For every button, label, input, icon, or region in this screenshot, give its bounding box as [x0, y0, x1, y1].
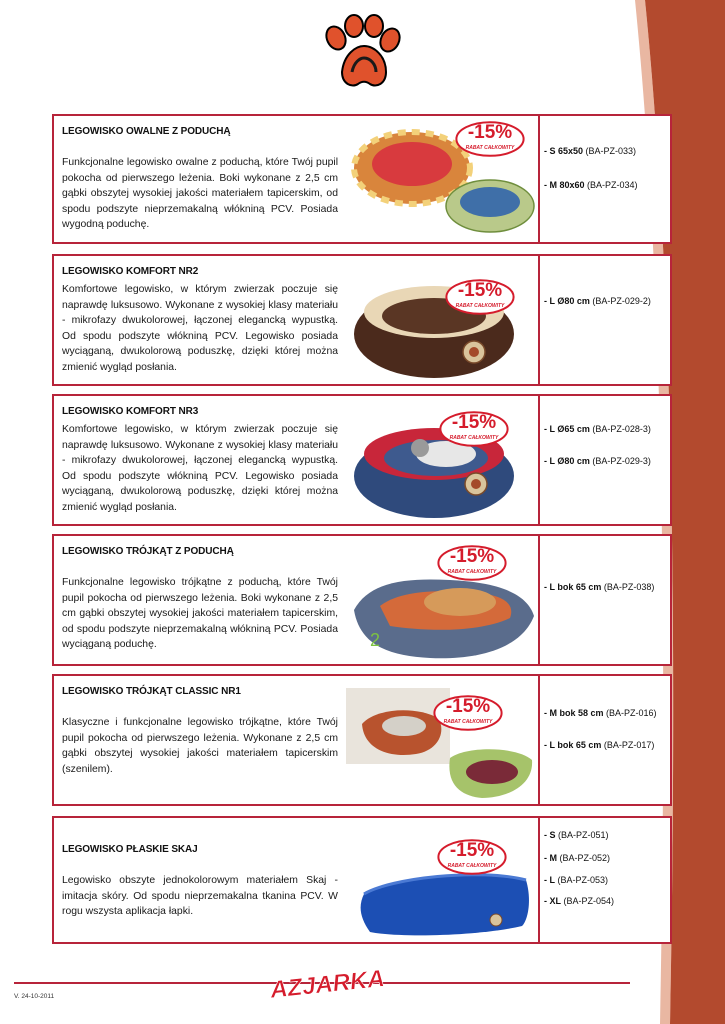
product-card-komfort-nr2: [52, 254, 672, 386]
product-card-classic-nr1: [52, 674, 672, 806]
paw-logo-icon: [322, 14, 402, 92]
product-description: Funkcjonalne legowisko trójkątne z poduchą, które Twój pupil pokocha od pierwszego leżenia. Boki wykonane z 2,5 cm gąbki obszytej wysokiej jakości materiałem tapicerskim, od spodu podszyte nieprzemakalną włókniną PCV. Posiada wyciąganą poduchę.: [62, 577, 338, 650]
product-title: LEGOWISKO PŁASKIE SKAJ: [62, 844, 198, 855]
product-card-plaskie-skaj: [52, 816, 672, 944]
svg-text:AZJARKA: AZJARKA: [268, 965, 386, 1004]
size-option: - L Ø65 cm (BA-PZ-028-3): [544, 424, 651, 434]
size-option: - M (BA-PZ-052): [544, 853, 611, 863]
product-description: Klasyczne i funkcjonalne legowisko trójkątne, które Twój pupil pokocha od pierwszego leżenia. Wykonane z 2,5 cm gąbki obszytej wysokiej jakości materiałem tapicerskim (szenilem).: [62, 717, 338, 775]
card-divider: [538, 536, 540, 664]
size-option: - XL (BA-PZ-054): [544, 896, 615, 906]
discount-percent: -15%: [445, 696, 491, 717]
product-title: LEGOWISKO TRÓJKĄT Z PODUCHĄ: [62, 546, 234, 557]
size-option: - L (BA-PZ-053): [544, 875, 609, 885]
discount-caption: RABAT CAŁKOWITY: [447, 569, 497, 575]
product-description: Komfortowe legowisko, w którym zwierzak poczuje się naprawdę luksusowo. Wykonane z wysokiej klasy materiału - mikrofazy dwukolorowej, łączonej elegancką wypustką. Od spodu podszyte włókniną PCV. Legowisko posiada wyciąganą, dwukolorową poduszkę, dzięki której można zmienić wygląd posłania.: [62, 284, 338, 373]
size-option: - L bok 65 cm (BA-PZ-038): [544, 582, 655, 592]
discount-caption: RABAT CAŁKOWITY: [449, 435, 499, 441]
discount-badge: [444, 276, 516, 318]
product-title: LEGOWISKO KOMFORT NR3: [62, 406, 199, 417]
size-option: - M bok 58 cm (BA-PZ-016): [544, 708, 657, 718]
size-option: - S (BA-PZ-051): [544, 830, 609, 840]
discount-caption: RABAT CAŁKOWITY: [447, 863, 497, 869]
discount-percent: -15%: [451, 412, 497, 433]
size-option: - L bok 65 cm (BA-PZ-017): [544, 740, 655, 750]
azjarka-logo: [268, 958, 386, 1004]
size-option: - M 80x60 (BA-PZ-034): [544, 180, 638, 190]
card-divider: [538, 676, 540, 804]
discount-badge: [436, 836, 508, 878]
size-option: - L Ø80 cm (BA-PZ-029-3): [544, 456, 651, 466]
discount-percent: -15%: [449, 840, 495, 861]
product-description: Legowisko obszyte jednokolorowym materiałem Skaj - imitacja skóry. Od spodu nieprzemakalna tkanina PCV. W rogu wszysta aplikacja łapki.: [62, 875, 338, 917]
discount-badge: [438, 408, 510, 450]
product-description: Funkcjonalne legowisko owalne z poduchą, które Twój pupil pokocha od pierwszego leżenia. Boki wykonane z 2,5 cm gąbki obszytej wysokiej jakości materiałem tapicerskim, od spodu podszyte nieprzemakalną włókniną PCV. Posiada wygodną poduchę.: [62, 157, 338, 230]
size-option: - S 65x50 (BA-PZ-033): [544, 146, 637, 156]
card-divider: [538, 396, 540, 524]
product-card-komfort-nr3: [52, 394, 672, 526]
card-divider: [538, 818, 540, 942]
svg-text:2: 2: [370, 630, 381, 650]
discount-caption: RABAT CAŁKOWITY: [465, 145, 515, 151]
discount-badge: [436, 542, 508, 584]
discount-percent: -15%: [457, 280, 503, 301]
discount-badge: [454, 118, 526, 160]
product-description: Komfortowe legowisko, w którym zwierzak poczuje się naprawdę luksusowo. Wykonane z wysokiej klasy materiału - mikrofazy dwukolorowej, łączonej elegancką wypustką. Od spodu podszyte włókniną PCV. Legowisko posiada wyciąganą, dwukolorową poduszkę, dzięki której można zmienić wygląd posłania.: [62, 424, 338, 513]
product-title: LEGOWISKO TRÓJKĄT CLASSIC NR1: [62, 686, 241, 697]
discount-caption: RABAT CAŁKOWITY: [455, 303, 505, 309]
product-title: LEGOWISKO OWALNE Z PODUCHĄ: [62, 126, 231, 137]
discount-percent: -15%: [449, 546, 495, 567]
card-divider: [538, 116, 540, 242]
product-title: LEGOWISKO KOMFORT NR2: [62, 266, 199, 277]
discount-percent: -15%: [467, 122, 513, 143]
product-card-owalne: [52, 114, 672, 244]
discount-caption: RABAT CAŁKOWITY: [443, 719, 493, 725]
size-option: - L Ø80 cm (BA-PZ-029-2): [544, 296, 651, 306]
version-label: V. 24-10-2011: [14, 993, 55, 1000]
discount-badge: [432, 692, 504, 734]
product-card-trojkat: [52, 534, 672, 666]
card-divider: [538, 256, 540, 384]
